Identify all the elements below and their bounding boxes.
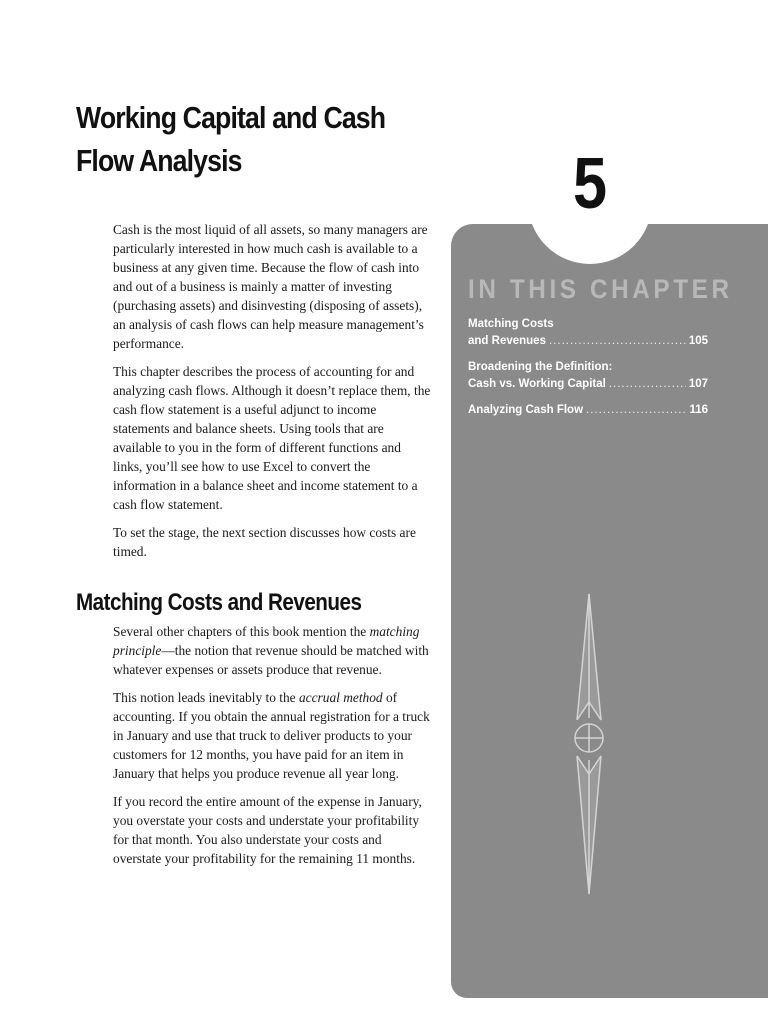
text-run: Several other chapters of this book mention the [113, 624, 370, 639]
intro-paragraph: This chapter describes the process of accounting for and analyzing cash flows. Although it doesn’t replace them, the cash flow statement is a useful adjunct to income statements and balance sheets. Using tools that are available to you in the form of different functions and links, you’ll see how to use Excel to convert the information in a balance sheet and income statement to a cash flow statement. [113, 364, 431, 512]
toc-entry-analyzing[interactable] [468, 402, 708, 419]
toc-page-number: 107 [688, 378, 708, 390]
intro-paragraph: Cash is the most liquid of all assets, so many managers are particularly interested in how much cash is available to a business at any given time. Because the flow of cash into and out of a business is mainly a matter of investing (purchasing assets) and disinvesting (disposing of assets), an analysis of cash flows can help measure management’s performance. [113, 222, 428, 351]
term-accrual-method: accrual method [298, 690, 383, 705]
toc-entry-matching-costs[interactable] [468, 316, 708, 350]
section-heading: Matching Costs and Revenues [76, 589, 362, 616]
toc-page-number: 116 [689, 404, 708, 416]
toc-leader-dots [586, 402, 686, 419]
section-paragraph: If you record the entire amount of the expense in January, you overstate your costs and understate your profitability for that month. You also understate your costs and overstate your profitability for the remaining 11 months. [113, 794, 422, 866]
compass-needle-icon [565, 590, 615, 900]
toc-page-number: 105 [688, 335, 708, 347]
toc-entry-title-cont: Cash vs. Working Capital [468, 378, 606, 390]
section-text [113, 622, 431, 877]
toc-entry-title: Analyzing Cash Flow [468, 404, 584, 416]
toc-entry-line [468, 402, 708, 419]
text-run: This notion leads inevitably to the [113, 690, 299, 705]
intro-text [113, 220, 431, 570]
chapter-number: 5 [572, 144, 608, 224]
chapter-title-line-1: Working Capital and Cash [76, 100, 386, 135]
toc-entry-broadening[interactable] [468, 359, 708, 393]
chapter-title [76, 96, 454, 182]
toc-leader-dots [609, 376, 686, 393]
toc-entry-title: Matching Costs [468, 318, 554, 330]
toc-entry-line [468, 376, 708, 393]
term-matching-principle: matching principle [113, 624, 420, 658]
text-run: —the notion that revenue should be matched with whatever expenses or assets produce that revenue. [113, 643, 429, 677]
chapter-toc [468, 316, 708, 428]
chapter-title-line-2: Flow Analysis [76, 143, 242, 178]
text-run: of accounting. If you obtain the annual registration for a truck in January and use that truck to deliver products to your customers for 12 months, you have paid for an item in January that helps you produce revenue all year long. [113, 690, 430, 781]
toc-entry-title: Broadening the Definition: [468, 361, 613, 373]
section-paragraph [113, 622, 431, 679]
intro-paragraph: To set the stage, the next section discusses how costs are timed. [113, 525, 416, 559]
toc-entry-title-cont: and Revenues [468, 335, 546, 347]
toc-entry-line [468, 333, 708, 350]
in-this-chapter-heading: IN THIS CHAPTER [468, 274, 733, 304]
toc-leader-dots [549, 333, 686, 350]
section-paragraph [113, 688, 431, 783]
